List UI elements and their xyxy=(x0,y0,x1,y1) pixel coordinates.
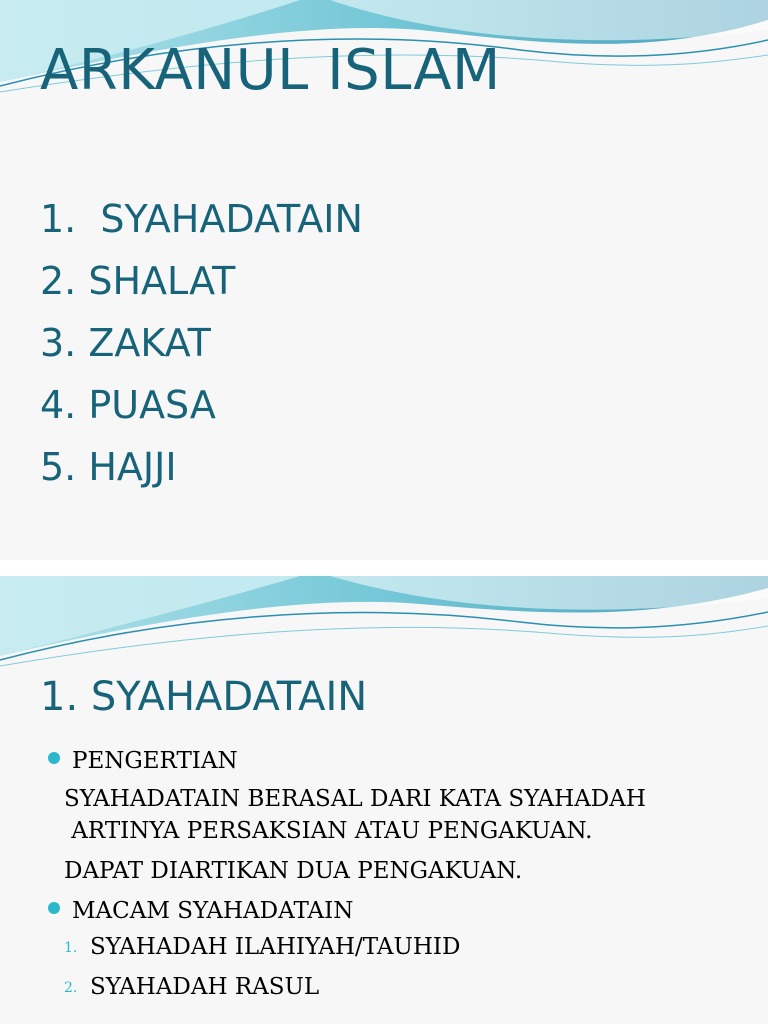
bullet-icon xyxy=(48,902,60,914)
item-number: 2. xyxy=(64,980,78,996)
list-item: 5. HAJJI xyxy=(40,445,177,489)
body-line: SYAHADATAIN BERASAL DARI KATA SYAHADAH xyxy=(64,786,646,812)
item-number: 1. xyxy=(64,940,78,956)
list-item: 3. ZAKAT xyxy=(40,321,211,365)
body-line: DAPAT DIARTIKAN DUA PENGAKUAN. xyxy=(64,858,523,884)
list-item: 2. SHALAT xyxy=(40,259,236,303)
item-text: SYAHADAH ILAHIYAH/TAUHID xyxy=(90,934,461,960)
pillars-list xyxy=(40,188,363,498)
item-text: SYAHADAH RASUL xyxy=(90,974,320,1000)
bullet-heading: PENGERTIAN xyxy=(72,748,238,774)
list-item: 4. PUASA xyxy=(40,383,216,427)
bullet-icon xyxy=(48,752,60,764)
slide-syahadatain xyxy=(0,576,768,1024)
body-line: ARTINYA PERSAKSIAN ATAU PENGAKUAN. xyxy=(64,818,593,844)
slide-title: 1. SYAHADATAIN xyxy=(40,674,368,720)
bullet-heading: MACAM SYAHADATAIN xyxy=(72,898,354,924)
wave-header-graphic xyxy=(0,576,768,676)
slide-title: ARKANUL ISLAM xyxy=(40,38,501,103)
list-item: 1. SYAHADATAIN xyxy=(40,197,363,241)
